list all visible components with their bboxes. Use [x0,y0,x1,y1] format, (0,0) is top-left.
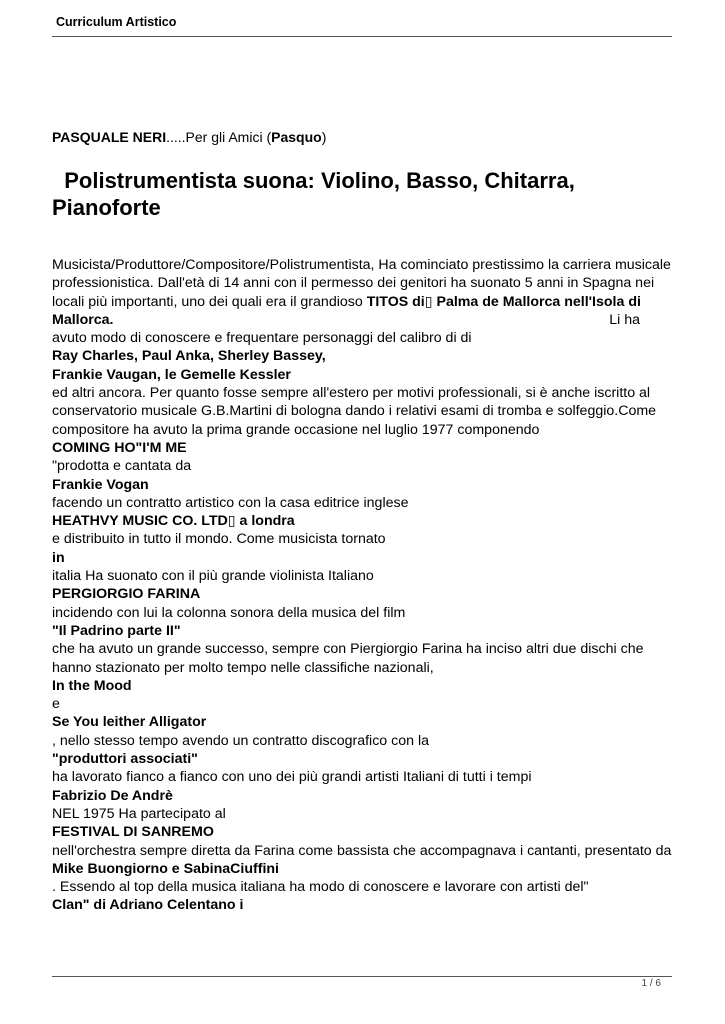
text-line: , nello stesso tempo avendo un contratto discografico con la [52,732,429,749]
bold-line: Frankie Vaugan, le Gemelle Kessler [52,366,291,383]
intro-line [52,129,326,146]
paragraph-career-continuation: Li ha [609,311,640,328]
text-line: ha lavorato fianco a fianco con uno dei più grandi artisti Italiani di tutti i tempi [52,769,532,786]
bold-line: Frankie Vogan [52,476,149,493]
bold-line: "produttori associati" [52,751,198,768]
footer-divider [52,976,672,977]
artist-name: PASQUALE NERI [52,129,167,145]
bold-line: FESTIVAL DI SANREMO [52,824,214,841]
text-line: avuto modo di conoscere e frequentare personaggi del calibro di di [52,330,472,347]
bold-line: Clan" di Adriano Celentano i [52,897,244,914]
bold-line: In the Mood [52,677,132,694]
bold-line: PERGIORGIO FARINA [52,586,201,603]
header-divider [52,36,672,37]
text-line: . Essendo al top della musica italiana ha modo di conoscere e lavorare con artisti del" [52,879,589,896]
body-text [52,256,674,915]
headline: Polistrumentista suona: Violino, Basso, Chitarra, Pianoforte [52,168,581,220]
bold-line: Mike Buongiorno e SabinaCiuffini [52,860,279,877]
bold-line: "Il Padrino parte II" [52,622,181,639]
text-line: e [52,696,60,713]
intro-middle: .....Per gli Amici ( [166,129,272,145]
text-line: italia Ha suonato con il più grande violinista Italiano [52,568,374,585]
venue-name: TITOS di▯ Palma de Mallorca nell'Isola di Mallorca. [52,293,641,328]
bold-line: Fabrizio De Andrè [52,787,173,804]
text-line: NEL 1975 Ha partecipato al [52,805,226,822]
paragraph-career [52,256,674,329]
text-line: nell'orchestra sempre diretta da Farina come bassista che accompagnava i cantanti, presentato da [52,842,672,859]
bold-line: COMING HO"I'M ME [52,439,187,456]
text-line: ed altri ancora. Per quanto fosse sempre all'estero per motivi professionali, si è anche iscritto al conservatorio musicale G.B.Martini di bologna dando i relativi esami di tromba e solfeggio.Come compositore ha avuto la prima grande occasione nel luglio 1977 componendo [52,385,657,438]
intro-close: ) [321,129,327,145]
text-line: che ha avuto un grande successo, sempre con Piergiorgio Farina ha inciso altri due dischi che hanno stazionato per molto tempo nelle classifiche nazionali, [52,641,644,676]
text-line: "prodotta e cantata da [52,458,192,475]
page-number: 1 / 6 [641,978,661,989]
paragraph-career-text: Musicista/Produttore/Compositore/Polistrumentista, Ha cominciato prestissimo la carriera musicale professionistica. Dall'età di 14 anni con il permesso dei genitori ha suonato 5 anni in Spagna nei locali più importanti, uno dei quali era il grandioso [52,257,671,310]
text-line: e distribuito in tutto il mondo. Come musicista tornato [52,531,386,548]
bold-line: HEATHVY MUSIC CO. LTD▯ a londra [52,513,295,530]
text-line: incidendo con lui la colonna sonora della musica del film [52,604,406,621]
artist-nickname: Pasquo [271,129,322,145]
bold-line: Ray Charles, Paul Anka, Sherley Bassey, [52,348,326,365]
text-line: facendo un contratto artistico con la casa editrice inglese [52,494,409,511]
document-header-title: Curriculum Artistico [56,15,177,29]
bold-line: Se You leither Alligator [52,714,207,731]
bold-line: in [52,549,65,566]
